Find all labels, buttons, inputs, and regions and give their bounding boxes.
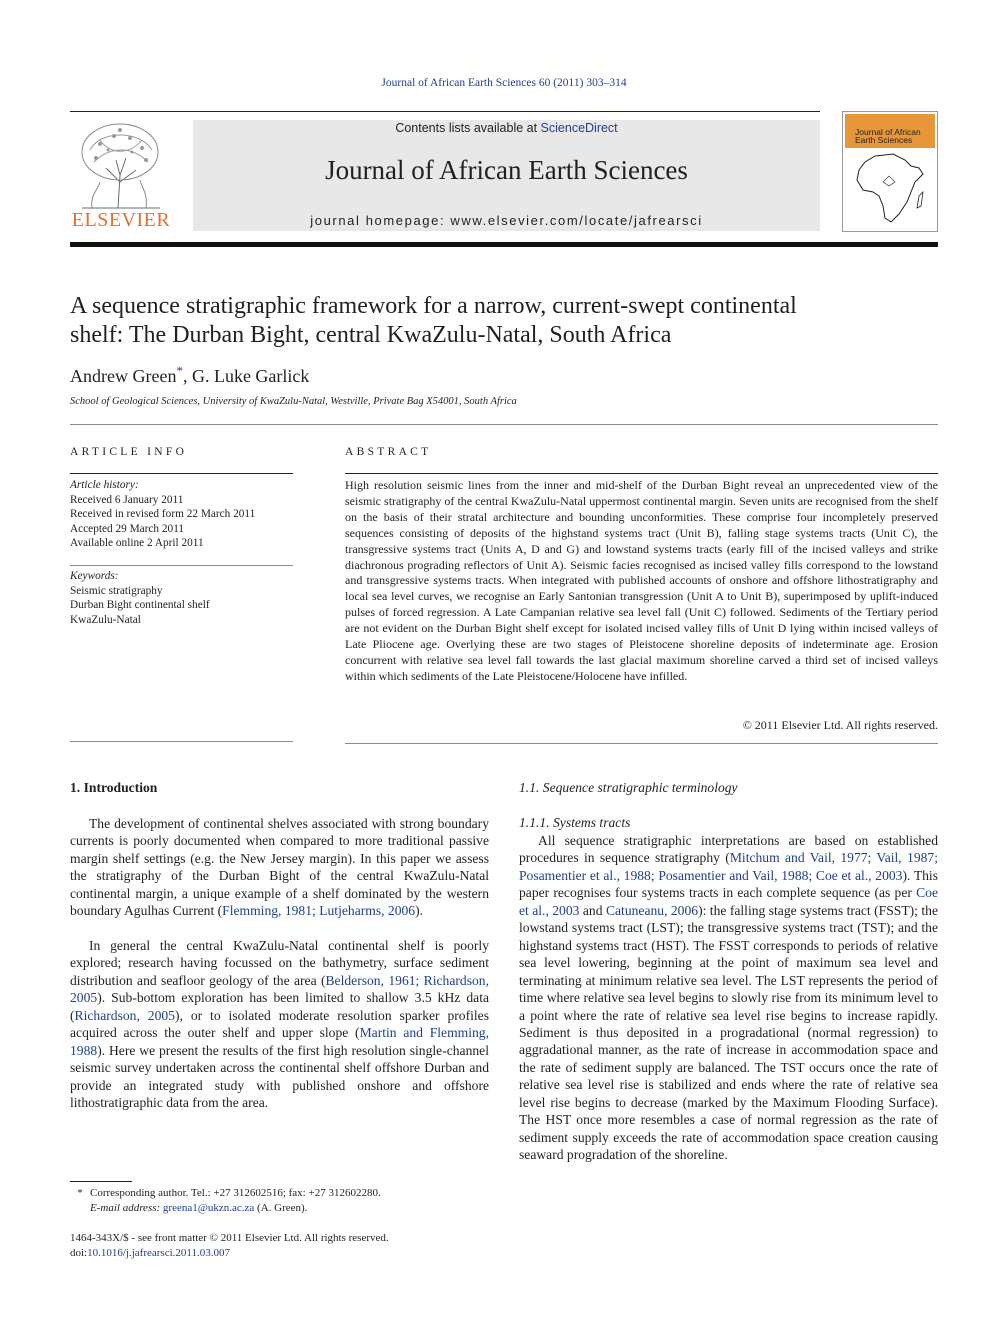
cover-title-line2: Earth Sciences: [855, 135, 913, 145]
keywords: [70, 569, 295, 627]
corresponding-author-text: Corresponding author. Tel.: +27 312602516; fax: +27 312602280.: [90, 1187, 381, 1199]
citation-link[interactable]: Flemming, 1981; Lutjeharms, 2006: [222, 903, 416, 919]
contents-prefix: Contents lists available at: [395, 121, 541, 135]
footnote: [70, 1186, 490, 1216]
history-received: Received 6 January 2011: [70, 493, 184, 506]
homepage-link[interactable]: www.elsevier.com/locate/jafrearsci: [450, 213, 703, 228]
keywords-label: Keywords:: [70, 570, 119, 582]
history-accepted: Accepted 29 March 2011: [70, 522, 185, 535]
paragraph-text: ): the falling stage systems tract (FSST); the lowstand systems tract (LST); the transgressive systems tract (TST); and the highstand systems tract (HST). The FSST corresponds to periods of relative sea level lowering, beginning at the point of maximum sea level and terminating at minimum relative sea level. The LST represents the period of time where relative sea level begins to slowly rise from its minimum level to a point where the rate of relative sea level rise begins to increase rapidly. Sediment is thus deposited in a progradational (normal regression) to aggradational manner, as the rate of increase in accommodation space and the rate of sediment supply are balanced. The TST occurs once the rate of relative sea level rise is stabilized and ends where the rate of relative sea level rise begins to decrease (marked by the Maximum Flooding Surface). The HST once more resembles a case of normal regression as the rate of sediment supply exceeds the rate of accommodation space creation causing seaward progradation of the shoreline.: [519, 902, 938, 1163]
citation-link[interactable]: Mitchum and Vail, 1977; Vail, 1987; Posamentier et al., 1988; Posamentier and Vail, 1988; Coe et al., 2003: [519, 850, 938, 883]
affiliation: School of Geological Sciences, University of KwaZulu-Natal, Westville, Private Bag X54001, South Africa: [70, 396, 517, 407]
author-separator: ,: [182, 366, 192, 386]
paragraph-text: ). Here we present the results of the first high resolution single-channel seismic survey undertaken across the continental shelf offshore Durban and provide an integrated study with published onshore and offshore lithostratigraphic data from the area.: [70, 1042, 489, 1111]
article-info-heading: ARTICLE INFO: [70, 446, 188, 458]
contents-line: [193, 121, 820, 135]
history-revised: Received in revised form 22 March 2011: [70, 508, 256, 520]
paragraph-text: ). This paper recognises four systems tracts in each complete sequence (as per: [519, 867, 939, 901]
sciencedirect-link[interactable]: ScienceDirect: [540, 121, 618, 135]
issn-block: [70, 1231, 490, 1261]
paragraph-text: All sequence stratigraphic interpretations are based on established procedures in sequence stratigraphy (: [519, 833, 938, 866]
elsevier-logo: [70, 120, 172, 232]
section-1-1-heading: 1.1. Sequence stratigraphic terminology: [519, 780, 738, 795]
article-title-line2: shelf: The Durban Bight, central KwaZulu-Natal, South Africa: [70, 322, 672, 348]
footnote-rule: [70, 1181, 132, 1182]
email-line: [70, 1201, 490, 1216]
article-info-bottom-rule: [70, 741, 293, 742]
doi-link[interactable]: 10.1016/j.jafrearsci.2011.03.007: [87, 1247, 230, 1259]
paragraph-text: In general the central KwaZulu-Natal continental shelf is poorly explored; research having focussed on the bathymetry, surface sediment distribution and seafloor geology of the area (: [70, 938, 489, 988]
doi-line: [70, 1246, 490, 1261]
corresponding-author-mark[interactable]: *: [176, 363, 183, 378]
abstract-copyright: © 2011 Elsevier Ltd. All rights reserved.: [742, 718, 938, 732]
keywords-rule: [70, 565, 293, 566]
paragraph-text: ).: [415, 903, 424, 919]
article-title: [70, 292, 940, 350]
article-history: [70, 478, 295, 551]
header-thick-rule: [70, 242, 938, 247]
keyword-item: KwaZulu-Natal: [70, 613, 141, 626]
paragraph-text: ). Sub-bottom exploration has been limited to shallow 3.5 kHz data (: [70, 990, 489, 1023]
email-suffix: (A. Green).: [254, 1202, 308, 1214]
article-title-line1: A sequence stratigraphic framework for a narrow, current-swept continental: [70, 293, 797, 319]
abstract-bottom-rule: [345, 743, 938, 744]
elsevier-wordmark: ELSEVIER: [71, 209, 171, 231]
paragraph-text: ), or to isolated moderate resolution sparker profiles acquired across the outer shelf and upper slope (: [70, 1007, 489, 1041]
email-link[interactable]: greena1@ukzn.ac.za: [162, 1202, 255, 1214]
citation-link[interactable]: Richardson, 2005: [74, 1007, 175, 1023]
journal-homepage: [193, 213, 820, 228]
abstract-heading: ABSTRACT: [345, 446, 432, 458]
footnote-mark: *: [77, 1187, 83, 1199]
cover-title-line1: Journal of African: [855, 127, 921, 137]
corresponding-author-note: [70, 1186, 490, 1201]
paragraph-text: and: [579, 902, 606, 918]
homepage-prefix: journal homepage:: [310, 213, 451, 228]
journal-reference[interactable]: Journal of African Earth Sciences 60 (2011) 303–314: [381, 77, 627, 89]
introduction-heading: 1. Introduction: [70, 780, 158, 795]
email-label: E-mail address:: [90, 1202, 163, 1214]
section-1-1-1-heading: 1.1.1. Systems tracts: [519, 815, 631, 830]
africa-map-icon: [853, 152, 927, 226]
citation-link[interactable]: Martin and Flemming, 1988: [70, 1025, 489, 1058]
intro-paragraph: [70, 937, 489, 1112]
history-label: Article history:: [70, 479, 139, 491]
history-online: Available online 2 April 2011: [70, 537, 204, 549]
keyword-item: Seismic stratigraphy: [70, 584, 163, 597]
paragraph-text: The development of continental shelves associated with strong boundary currents is poorly documented when compared to more traditional passive margin shelf settings (e.g. the New Jersey margin). In this paper we assess the stratigraphy of the Durban Bight of the central KwaZulu-Natal continental margin, a unique example of a shelf dominated by the western boundary Agulhas Current (: [70, 816, 489, 919]
abstract-rule: [345, 473, 938, 474]
journal-cover-thumbnail[interactable]: [842, 111, 938, 232]
doi-label: doi:: [70, 1247, 88, 1259]
author-list: [70, 363, 309, 387]
elsevier-tree-icon: [70, 120, 172, 210]
title-rule: [70, 424, 938, 425]
header-top-rule: [70, 111, 820, 112]
abstract-text: High resolution seismic lines from the inner and mid-shelf of the Durban Bight reveal an unprecedented view of the seismic stratigraphy of the central KwaZulu-Natal uppermost continental margin. Seven units are recognised from the shelf on the basis of their stratal architecture and bounding unconformities. These comprise four incompletely preserved sequences consisting of deposits of the highstand systems tract (Unit B), falling stage systems tracts (Unit C), the transgressive systems tract (Units A, D and G) and lowstand systems tracts (early fill of the incised valleys and strike diachronous prograding reflectors of Unit A). Seismic facies recognised as incised valley fills correspond to the lowstand and transgressive systems tracts. When integrated with published accounts of onshore and offshore lithostratigraphy and local sea level curves, we recognise an Early Santonian transgression (Unit A to Unit B), superimposed by uplift-induced pulses of forced regression. A Late Campanian relative sea level fall (Unit C) followed. Sediments of the Tertiary period are not evident on the Durban Bight shelf except for isolated incised valley fills of Unit D lying within incised valleys of Late Pliocene age. Overlying these are two stages of Pleistocene shoreline deposits of indeterminate age. Erosion concurrent with relative sea level fall towards the last glacial maximum shoreline carved a third set of incised valleys within which sediments of the Late Pleistocene/Holocene have infilled.: [345, 478, 938, 683]
journal-title: Journal of African Earth Sciences: [325, 155, 688, 185]
intro-paragraph: [70, 815, 489, 920]
author-name: G. Luke Garlick: [191, 366, 310, 386]
keyword-item: Durban Bight continental shelf: [70, 599, 210, 611]
citation-link[interactable]: Catuneanu, 2006: [605, 902, 699, 918]
citation-link[interactable]: Coe et al., 2003: [519, 885, 938, 918]
issn-line: 1464-343X/$ - see front matter © 2011 Elsevier Ltd. All rights reserved.: [70, 1232, 389, 1244]
author-name: Andrew Green: [70, 366, 177, 386]
cover-title: [855, 128, 921, 144]
article-info-rule: [70, 473, 293, 474]
systems-tracts-paragraph: [519, 832, 938, 1164]
citation-link[interactable]: Belderson, 1961; Richardson, 2005: [70, 972, 489, 1006]
